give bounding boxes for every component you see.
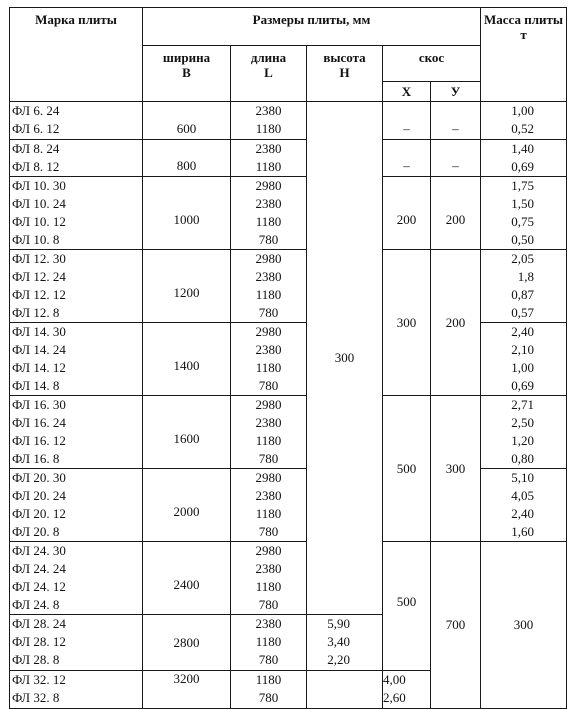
mark-cell <box>10 542 143 615</box>
bevel-x-value: – <box>403 121 410 136</box>
bevel-y-value: – <box>452 121 459 136</box>
width-value: 3200 <box>173 671 200 686</box>
height-cell <box>383 542 431 671</box>
width-value: 800 <box>176 158 197 173</box>
mass-line: 1,50 <box>511 196 535 211</box>
mark-line: ФЛ 20. 24 <box>12 488 66 503</box>
length-symbol: L <box>264 65 273 80</box>
length-line: 2980 <box>255 324 282 339</box>
mass-line: 2,71 <box>511 397 535 412</box>
width-cell <box>143 469 231 542</box>
mark-line: ФЛ 10. 8 <box>12 232 60 247</box>
mark-cell <box>10 323 143 396</box>
bevel-y-value: 200 <box>445 314 466 330</box>
length-line: 1180 <box>255 287 282 302</box>
mark-line: ФЛ 20. 8 <box>12 524 60 539</box>
length-line: 2380 <box>255 342 282 357</box>
mass-line: 5,90 <box>327 616 350 631</box>
length-line: 2380 <box>255 616 282 631</box>
mass-line: 0,52 <box>511 121 535 136</box>
mass-line: 1,20 <box>511 433 535 448</box>
mass-cell <box>481 396 567 469</box>
mark-line: ФЛ 24. 30 <box>12 543 66 558</box>
mark-line: ФЛ 6. 12 <box>12 121 60 136</box>
mass-cell <box>307 615 383 671</box>
mass-cell <box>481 140 567 177</box>
bevel-y-cell <box>431 177 481 250</box>
mass-line: 0,75 <box>511 214 535 229</box>
mark-line: ФЛ 24. 12 <box>12 579 66 594</box>
mass-line: 1,00 <box>511 360 535 375</box>
width-cell <box>143 177 231 250</box>
bevel-x-value: 300 <box>396 314 417 330</box>
length-cell <box>231 615 307 671</box>
length-line: 1180 <box>255 506 282 521</box>
mark-line: ФЛ 28. 12 <box>12 634 66 649</box>
length-line: 2980 <box>255 397 282 412</box>
length-line: 780 <box>258 652 279 667</box>
bevel-y-cell <box>431 140 481 177</box>
length-line: 780 <box>258 451 279 466</box>
mark-line: ФЛ 16. 8 <box>12 451 60 466</box>
height-cell <box>307 102 383 615</box>
length-line: 2380 <box>255 196 282 211</box>
width-header <box>143 46 231 102</box>
mass-cell <box>481 177 567 250</box>
bevel-x-cell <box>383 140 431 177</box>
mark-line: ФЛ 32. 8 <box>12 690 60 705</box>
mark-line: ФЛ 16. 12 <box>12 433 66 448</box>
length-line: 1180 <box>255 214 282 229</box>
width-value: 1400 <box>173 358 200 373</box>
mass-line: 0,57 <box>511 305 535 320</box>
mass-unit: т <box>520 27 527 42</box>
height-value: 300 <box>334 350 355 365</box>
mark-line: ФЛ 14. 12 <box>12 360 66 375</box>
bevel-header: скос <box>383 46 481 82</box>
width-cell <box>143 140 231 177</box>
mass-line: 2,40 <box>511 506 535 521</box>
height-symbol: H <box>339 65 350 80</box>
mass-line: 2,10 <box>511 342 535 357</box>
width-symbol: B <box>182 65 191 80</box>
mass-line: 0,80 <box>511 451 535 466</box>
mark-line: ФЛ 24. 8 <box>12 597 60 612</box>
bevel-x-cell <box>431 542 481 709</box>
mark-line: ФЛ 24. 24 <box>12 561 66 576</box>
mass-cell <box>481 102 567 140</box>
bevel-y-value: – <box>452 158 459 173</box>
mark-cell <box>10 250 143 323</box>
mass-line: 2,60 <box>383 690 406 705</box>
length-cell <box>231 177 307 250</box>
bevel-y-cell <box>431 250 481 396</box>
mark-line: ФЛ 10. 12 <box>12 214 66 229</box>
mark-line: ФЛ 6. 24 <box>12 103 60 118</box>
bevel-x-value: 700 <box>445 617 466 632</box>
length-line: 780 <box>258 690 279 705</box>
length-line: 2380 <box>255 141 282 156</box>
mark-header: Марка плиты <box>10 8 143 102</box>
length-cell <box>231 469 307 542</box>
width-cell <box>143 323 231 396</box>
mass-line: 2,20 <box>327 652 350 667</box>
width-value: 600 <box>176 121 197 136</box>
bevel-y-cell <box>481 542 567 709</box>
length-line: 2980 <box>255 178 282 193</box>
mark-line: ФЛ 20. 30 <box>12 470 66 485</box>
length-line: 780 <box>258 597 279 612</box>
mark-cell <box>10 396 143 469</box>
width-cell <box>143 615 231 671</box>
mark-cell <box>10 102 143 140</box>
dimensions-header: Размеры плиты, мм <box>143 8 481 46</box>
length-line: 1180 <box>255 579 282 594</box>
mass-cell <box>481 469 567 542</box>
length-line: 780 <box>258 232 279 247</box>
mark-line: ФЛ 28. 24 <box>12 616 66 631</box>
mark-line: ФЛ 32. 12 <box>12 672 66 687</box>
mark-cell <box>10 615 143 671</box>
length-line: 1180 <box>255 159 282 174</box>
length-line: 2980 <box>255 470 282 485</box>
mark-cell <box>10 469 143 542</box>
foundation-slab-table <box>9 7 567 709</box>
height-label: высота <box>323 50 366 65</box>
bevel-x-value: – <box>403 158 410 173</box>
bevel-x-cell <box>383 177 431 250</box>
height-value: 500 <box>396 594 417 609</box>
mass-header-label: Масса плиты <box>484 12 564 27</box>
bevel-x-value: 500 <box>396 460 417 476</box>
mark-line: ФЛ 14. 30 <box>12 324 66 339</box>
mark-line: ФЛ 14. 24 <box>12 342 66 357</box>
bevel-y-cell <box>431 102 481 140</box>
width-value: 2400 <box>173 577 200 592</box>
mark-line: ФЛ 12. 12 <box>12 287 66 302</box>
length-cell <box>231 396 307 469</box>
mark-line: ФЛ 12. 8 <box>12 305 60 320</box>
mass-line: 4,00 <box>383 672 406 687</box>
length-label: длина <box>250 50 287 65</box>
length-line: 2380 <box>255 269 282 284</box>
width-value: 1200 <box>173 285 200 300</box>
length-line: 2980 <box>255 543 282 558</box>
mass-line: 0,50 <box>511 232 535 247</box>
length-header <box>231 46 307 102</box>
length-line: 780 <box>258 378 279 393</box>
length-line: 1180 <box>255 433 282 448</box>
width-cell <box>143 250 231 323</box>
width-cell <box>143 102 231 140</box>
mark-line: ФЛ 8. 24 <box>12 141 60 156</box>
mark-line: ФЛ 10. 30 <box>12 178 66 193</box>
width-value: 2800 <box>173 634 200 650</box>
mark-line: ФЛ 8. 12 <box>12 159 60 174</box>
mass-line: 3,40 <box>327 634 350 649</box>
width-cell <box>143 542 231 615</box>
length-cell <box>231 250 307 323</box>
bevel-y-value: 300 <box>445 460 466 476</box>
mass-line: 2,50 <box>511 415 535 430</box>
mark-line: ФЛ 20. 12 <box>12 506 66 521</box>
mass-cell <box>481 323 567 396</box>
mass-line: 1,75 <box>511 178 535 193</box>
length-line: 1180 <box>255 634 282 649</box>
mass-line: 1,00 <box>511 103 535 118</box>
mass-cell <box>481 250 567 323</box>
mass-line: 0,69 <box>511 378 535 393</box>
mark-cell <box>10 177 143 250</box>
mass-line: 0,69 <box>511 159 535 174</box>
bevel-x-value: 200 <box>396 212 417 227</box>
bevel-x-cell <box>383 250 431 396</box>
mark-line: ФЛ 12. 30 <box>12 251 66 266</box>
length-cell <box>231 542 307 615</box>
length-line: 2980 <box>255 251 282 266</box>
width-value: 1000 <box>173 212 200 227</box>
mark-line: ФЛ 10. 24 <box>12 196 66 211</box>
mass-line: 5,10 <box>511 470 535 485</box>
height-header <box>307 46 383 102</box>
bevel-x-cell <box>383 396 431 542</box>
length-line: 1180 <box>255 672 282 687</box>
length-line: 2380 <box>255 488 282 503</box>
length-line: 780 <box>258 305 279 320</box>
width-value: 2000 <box>173 504 200 519</box>
length-line: 2380 <box>255 415 282 430</box>
width-value: 1600 <box>173 431 200 446</box>
mark-line: ФЛ 14. 8 <box>12 378 60 393</box>
width-cell <box>143 396 231 469</box>
mass-line: 0,87 <box>511 287 535 302</box>
mass-line: 4,05 <box>511 488 535 503</box>
length-line: 1180 <box>255 360 282 375</box>
length-cell <box>231 140 307 177</box>
mark-line: ФЛ 16. 30 <box>12 397 66 412</box>
mass-header <box>481 8 567 102</box>
length-line: 780 <box>258 524 279 539</box>
length-cell <box>231 102 307 140</box>
mark-line: ФЛ 16. 24 <box>12 415 66 430</box>
mass-line: 2,05 <box>511 251 535 266</box>
bevel-y-value: 300 <box>513 617 534 632</box>
mark-cell <box>10 140 143 177</box>
bevel-y-cell <box>431 396 481 542</box>
mark-line: ФЛ 12. 24 <box>12 269 66 284</box>
bevel-y-value: 200 <box>445 212 466 227</box>
mark-line: ФЛ 28. 8 <box>12 652 60 667</box>
bevel-y-header: У <box>431 82 481 102</box>
bevel-x-header: X <box>383 82 431 102</box>
mass-line: 1,8 <box>517 269 535 284</box>
mass-line: 2,40 <box>511 324 535 339</box>
length-line: 2380 <box>255 561 282 576</box>
bevel-x-cell <box>383 102 431 140</box>
length-line: 2380 <box>255 103 282 118</box>
length-line: 1180 <box>255 121 282 136</box>
mass-line: 1,60 <box>511 524 535 539</box>
length-cell <box>231 323 307 396</box>
mass-line: 1,40 <box>511 141 535 156</box>
width-label: ширина <box>162 50 211 65</box>
